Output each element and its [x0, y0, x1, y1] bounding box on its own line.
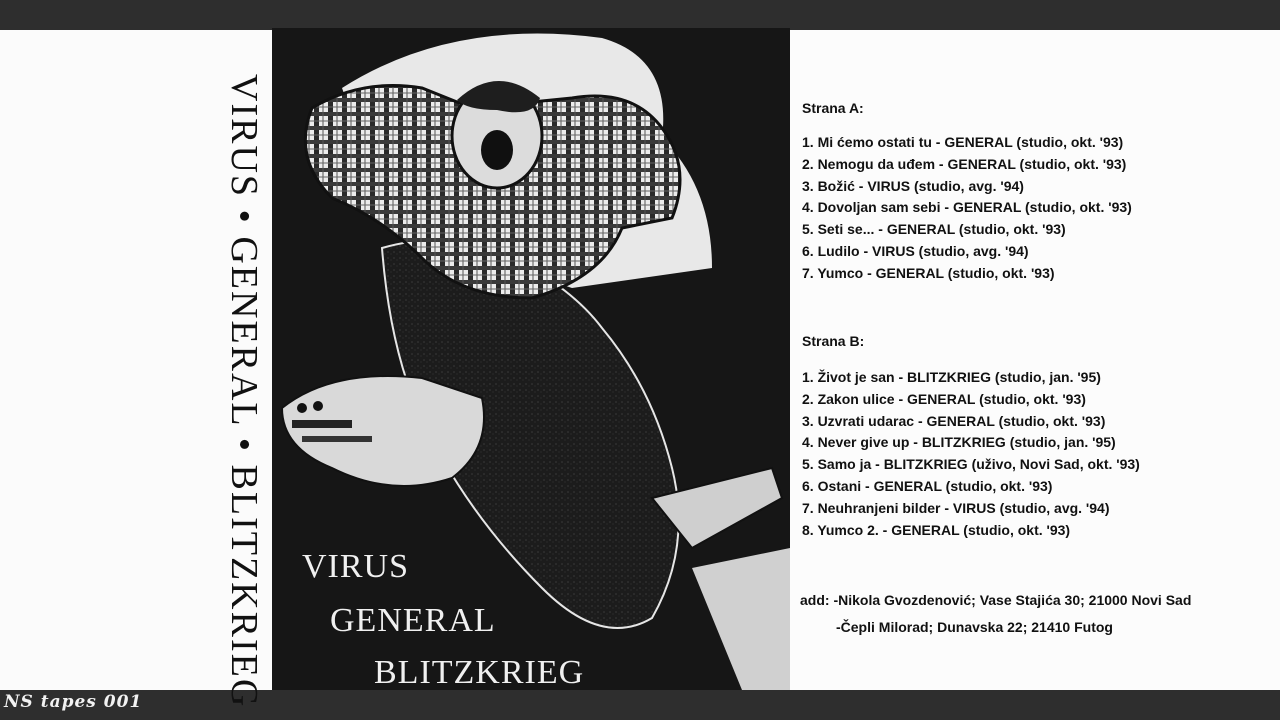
list-item: 8. Yumco 2. - GENERAL (studio, okt. '93): [802, 521, 1071, 538]
contact-address-2: -Čepli Milorad; Dunavska 22; 21410 Futog: [836, 619, 1113, 635]
spine-title: VIRUS • GENERAL • BLITZKRIEG: [223, 74, 265, 709]
cover-artwork: [272, 28, 790, 690]
list-item: 7. Yumco - GENERAL (studio, okt. '93): [802, 264, 1055, 281]
catalog-number: NS tapes 001: [4, 692, 143, 712]
bottom-border: [0, 690, 1280, 720]
list-item: 6. Ostani - GENERAL (studio, okt. '93): [802, 477, 1053, 494]
list-item: 5. Seti se... - GENERAL (studio, okt. '93): [802, 221, 1066, 238]
top-border: [0, 0, 1280, 30]
list-item: 7. Neuhranjeni bilder - VIRUS (studio, avg. '94): [802, 499, 1110, 516]
list-item: 4. Never give up - BLITZKRIEG (studio, jan. '95): [802, 434, 1116, 451]
list-item: 1. Život je san - BLITZKRIEG (studio, jan. '95): [802, 369, 1101, 385]
screaming-figure-illustration: [272, 28, 790, 690]
contact-address-1: add: -Nikola Gvozdenović; Vase Stajića 30; 21000 Novi Sad: [800, 592, 1192, 608]
cover-band-blitzkrieg: BLITZKRIEG: [374, 654, 585, 691]
side-a-tracklist: [802, 132, 1132, 285]
list-item: 6. Ludilo - VIRUS (studio, avg. '94): [802, 242, 1029, 259]
list-item: 1. Mi ćemo ostati tu - GENERAL (studio, okt. '93): [802, 134, 1124, 150]
side-a-title: Strana A:: [802, 100, 864, 116]
list-item: 2. Zakon ulice - GENERAL (studio, okt. '93): [802, 390, 1086, 407]
cover-band-general: GENERAL: [330, 602, 496, 639]
list-item: 5. Samo ja - BLITZKRIEG (uživo, Novi Sad, okt. '93): [802, 456, 1140, 473]
side-b-tracklist: [802, 367, 1140, 541]
list-item: 4. Dovoljan sam sebi - GENERAL (studio, okt. '93): [802, 199, 1132, 216]
cover-band-virus: VIRUS: [302, 548, 410, 585]
list-item: 2. Nemogu da uđem - GENERAL (studio, okt. '93): [802, 155, 1127, 172]
side-b-title: Strana B:: [802, 333, 865, 349]
list-item: 3. Uzvrati udarac - GENERAL (studio, okt. '93): [802, 412, 1106, 429]
list-item: 3. Božić - VIRUS (studio, avg. '94): [802, 177, 1024, 194]
tracklist-insert: [790, 30, 1280, 690]
